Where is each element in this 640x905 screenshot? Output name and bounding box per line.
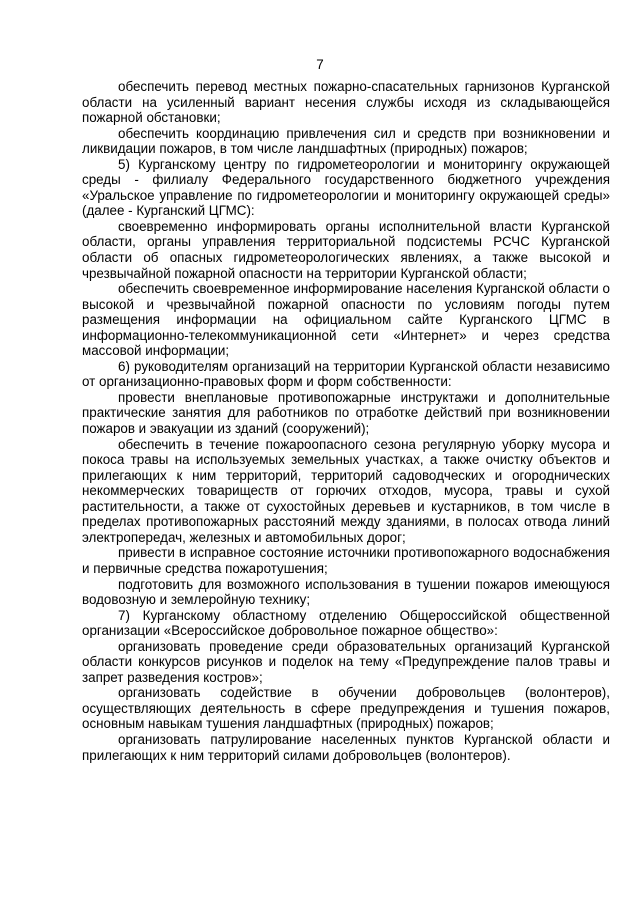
paragraph-volunteer-patrols: организовать патрулирование населенных пунктов Курганской области и прилегающих к ним территорий силами добровольцев (волонтеров). <box>82 731 610 763</box>
paragraph-inform-population: обеспечить своевременное информирование населения Курганской области о высокой и чрезвычайной пожарной опасности по условиям погоды путем размещения информации на официальном сайте Курганского ЦГМС в информационно-телекоммуникационной сети «Интернет» и через средства массовой информации; <box>82 281 610 359</box>
paragraph-debris-cleanup: обеспечить в течение пожароопасного сезона регулярную уборку мусора и покоса травы на используемых земельных участках, а также очистку объектов и прилегающих к ним территорий, территорий садоводческих и огороднических некоммерческих товариществ от горючих отходов, мусора, травы и сухой растительности, а также от сухостойных деревьев и кустарников, в том числе в пределах противопожарных расстояний между зданиями, в полосах отвода линий электропередач, железных и автомобильных дорог; <box>82 436 610 545</box>
paragraph-forces-coordination: обеспечить координацию привлечения сил и средств при возникновении и ликвидации пожаров, в том числе ландшафтных (природных) пожаров; <box>82 125 610 157</box>
paragraph-fire-briefings: провести внеплановые противопожарные инструктажи и дополнительные практические занятия для работников по отработке действий при возникновении пожаров и эвакуации из зданий (сооружений); <box>82 389 610 437</box>
paragraph-water-supply: привести в исправное состояние источники противопожарного водоснабжения и первичные средства пожаротушения; <box>82 545 610 576</box>
page-number: 7 <box>316 57 324 72</box>
paragraph-prepare-equipment: подготовить для возможного использования в тушении пожаров имеющуюся водовозную и землеройную технику; <box>82 576 610 608</box>
paragraph-item-5-cgms: 5) Курганскому центру по гидрометеорологии и мониторингу окружающей среды - филиалу Федерального государственного бюджетного учреждения «Уральское управление по гидрометеорологии и мониторингу окружающей среды» (далее - Курганский ЦГМС): <box>82 156 610 219</box>
document-body <box>82 79 610 763</box>
paragraph-item-7-vdpo: 7) Курганскому областному отделению Общероссийской общественной организации «Всероссийское добровольное пожарное общество»: <box>82 607 610 639</box>
paragraph-garrison-reinforcement: обеспечить перевод местных пожарно-спасательных гарнизонов Курганской области на усиленный вариант несения службы исходя из складывающейся пожарной обстановки; <box>82 79 610 126</box>
paragraph-drawing-contests: организовать проведение среди образовательных организаций Курганской области конкурсов рисунков и поделок на тему «Предупреждение палов травы и запрет разведения костров»; <box>82 638 610 685</box>
paragraph-item-6-organizations: 6) руководителям организаций на территории Курганской области независимо от организационно-правовых форм и форм собственности: <box>82 358 610 390</box>
paragraph-volunteer-training: организовать содействие в обучении добровольцев (волонтеров), осуществляющих деятельность в сфере предупреждения и тушения пожаров, основным навыкам тушения ландшафтных (природных) пожаров; <box>82 685 610 732</box>
paragraph-inform-authorities: своевременно информировать органы исполнительной власти Курганской области, органы управления территориальной подсистемы РСЧС Курганской области об опасных гидрометеорологических явлениях, а также высокой и чрезвычайной пожарной опасности на территории Курганской области; <box>82 218 610 281</box>
